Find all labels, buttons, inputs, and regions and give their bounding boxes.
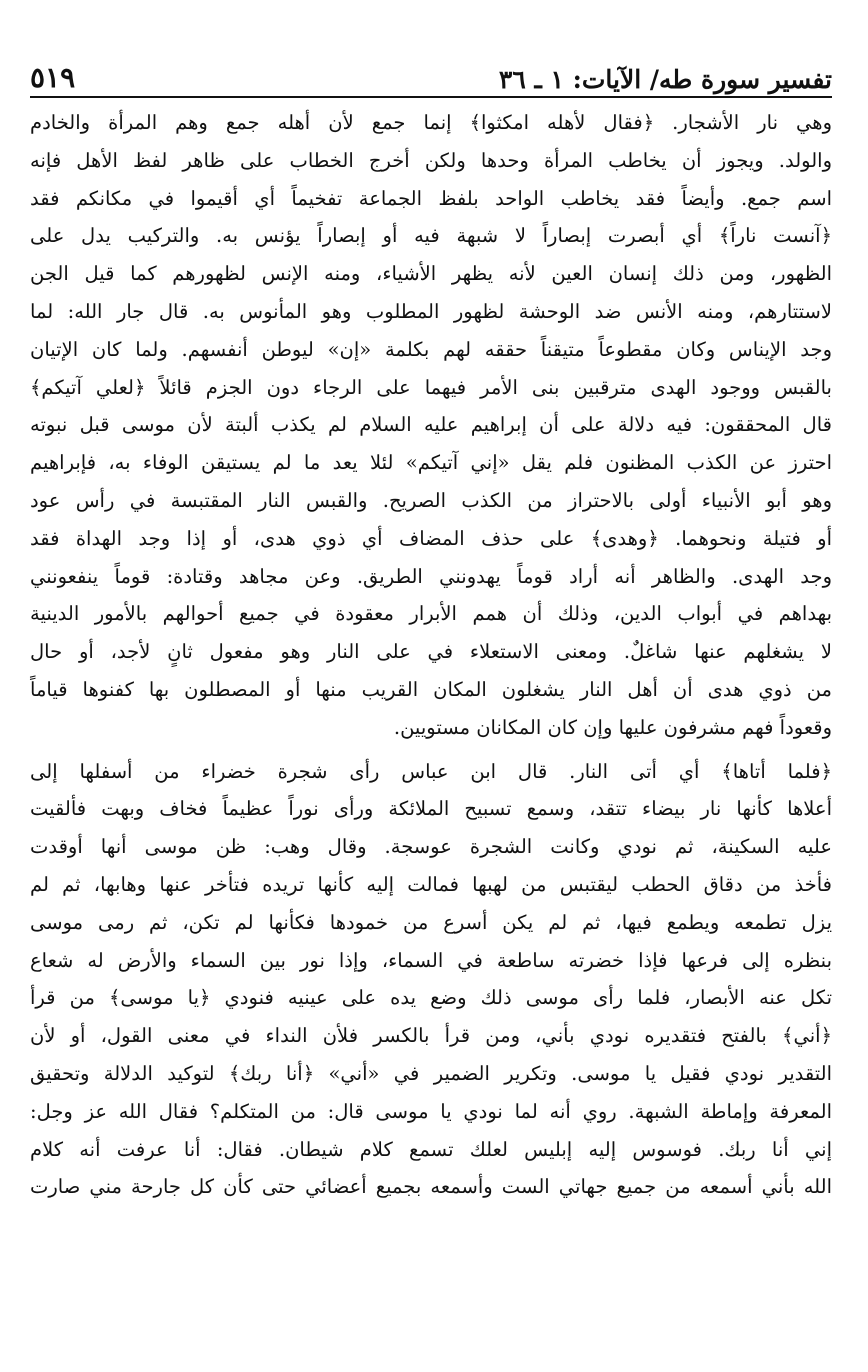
text-line: فأخذ من دقاق الحطب ليقتبس من لهبها فمالت إليه كأنها تريده فتأخر عنها وهابها، ثم لم	[30, 872, 832, 896]
text-line: يزل تطمعه ويطمع فيها، ثم لم يكن أسرع من خمودها فكأنها لم تكن، ثم رمى موسى	[30, 910, 832, 934]
text-line: وجد الهدى. والظاهر أنه أراد قوماً يهدونني الطريق. وعن مجاهد وقتادة: قوماً ينفعونني	[30, 564, 832, 588]
page-body	[30, 104, 832, 1206]
paragraph-2	[30, 753, 832, 1207]
text-line: ﴿فلما أتاها﴾ أي أتى النار. قال ابن عباس رأى شجرة خضراء من أسفلها إلى	[30, 759, 832, 783]
text-line: تكل عنه الأبصار، فلما رأى موسى ذلك وضع يده على عينيه فنودي ﴿يا موسى﴾ من قرأ	[30, 986, 832, 1010]
running-title: تفسير سورة طه/ الآيات: ١ ـ ٣٦	[498, 65, 832, 94]
text-line: وهو أبو الأنبياء أولى بالاحتراز من الكذب الصريح. والقبس النار المقتبسة في رأس عود	[30, 488, 832, 512]
text-line: وقعوداً فهم مشرفون عليها وإن كان المكانان مستويين.	[393, 715, 832, 739]
text-line: اسم جمع. وأيضاً فقد يخاطب الواحد بلفظ الجماعة تفخيماً أي أقيموا في مكانكم فقد	[30, 186, 832, 210]
text-line: بهداهم في أبواب الدين، وذلك أن همم الأبرار معقودة في جميع أحوالهم بالأمور الدينية	[30, 602, 832, 626]
text-line: بنظره إلى فرعها فإذا خضرته ساطعة في السماء، وإذا نور بين السماء والأرض له شعاع	[30, 948, 832, 972]
text-line: المعرفة وإماطة الشبهة. روي أنه لما نودي يا موسى قال: من المتكلم؟ فقال الله عز وجل:	[30, 1099, 832, 1123]
text-line: الله بأني أسمعه من جميع جهاتي الست وأسمعه بجميع أعضائي حتى كأن كل جارحة مني صارت	[30, 1175, 832, 1199]
text-line: لا يشغلهم عنها شاغلٌ. ومعنى الاستعلاء في على النار وهو مفعول ثانٍ لأجد، أو حال	[30, 640, 832, 664]
text-line: قال المحققون: فيه دلالة على أن إبراهيم عليه السلام لم يكذب ألبتة لأن موسى قبل نبوته	[30, 413, 832, 437]
text-line: وجد الإيناس وكان مقطوعاً متيقناً حققه لهم بكلمة «إن» ليوطن أنفسهم. ولما كان الإتيان	[30, 337, 832, 361]
text-line: والولد. ويجوز أن يخاطب المرأة وحدها ولكن أخرج الخطاب على ظاهر لفظ الأهل فإنه	[30, 148, 832, 172]
page-number: ٥١٩	[30, 61, 76, 94]
text-line: ﴿آنست ناراً﴾ أي أبصرت إبصاراً لا شبهة فيه أو إبصاراً يؤنس به. والتركيب يدل على	[30, 224, 832, 248]
text-line: ﴿أني﴾ بالفتح فتقديره نودي بأني، ومن قرأ بالكسر فلأن النداء في معنى القول، أو لأن	[30, 1024, 832, 1048]
paragraph-1	[30, 104, 832, 747]
text-line: الظهور، ومن ذلك إنسان العين لأنه يظهر الأشياء، ومنه الإنس لظهورهم كما قيل الجن	[30, 262, 832, 286]
text-line: احترز عن الكذب المظنون فلم يقل «إني آتيكم» لئلا يعد ما لم يستيقن الوفاء به، فإبراهيم	[30, 451, 832, 475]
text-line: أو فتيلة ونحوهما. ﴿وهدى﴾ على حذف المضاف أي ذوي هدى، أو إذا وجد الهداة فقد	[30, 526, 832, 550]
page-header	[30, 56, 832, 98]
text-line: من ذوي هدى أن أهل النار يشغلون المكان القريب منها أو المصطلون بها كفنوها قياماً	[30, 677, 832, 701]
text-line: لاستتارهم، ومنه الأنس ضد الوحشة لظهور المطلوب وهو المأنوس به. قال جار الله: لما	[30, 299, 832, 323]
text-line: أعلاها كأنها نار بيضاء تتقد، وسمع تسبيح الملائكة ورأى نوراً عظيماً فخاف وبهت فألقيت	[30, 797, 832, 821]
text-line: وهي نار الأشجار. ﴿فقال لأهله امكثوا﴾ إنما جمع لأن أهله جمع وهم المرأة والخادم	[30, 111, 832, 134]
text-line: بالقبس ووجود الهدى مترقبين بنى الأمر فيهما على الرجاء دون الجزم قائلاً ﴿لعلي آتيكم﴾	[30, 375, 832, 399]
text-line: إني أنا ربك. فوسوس إليه إبليس لعلك تسمع كلام شيطان. فقال: أنا عرفت أنه كلام	[30, 1137, 832, 1161]
text-line: التقدير نودي فقيل يا موسى. وتكرير الضمير في «أني» ﴿أنا ربك﴾ لتوكيد الدلالة وتحقيق	[30, 1061, 832, 1085]
text-line: عليه السكينة، ثم نودي وكانت الشجرة عوسجة. وقال وهب: ظن موسى أنها أوقدت	[30, 835, 832, 859]
